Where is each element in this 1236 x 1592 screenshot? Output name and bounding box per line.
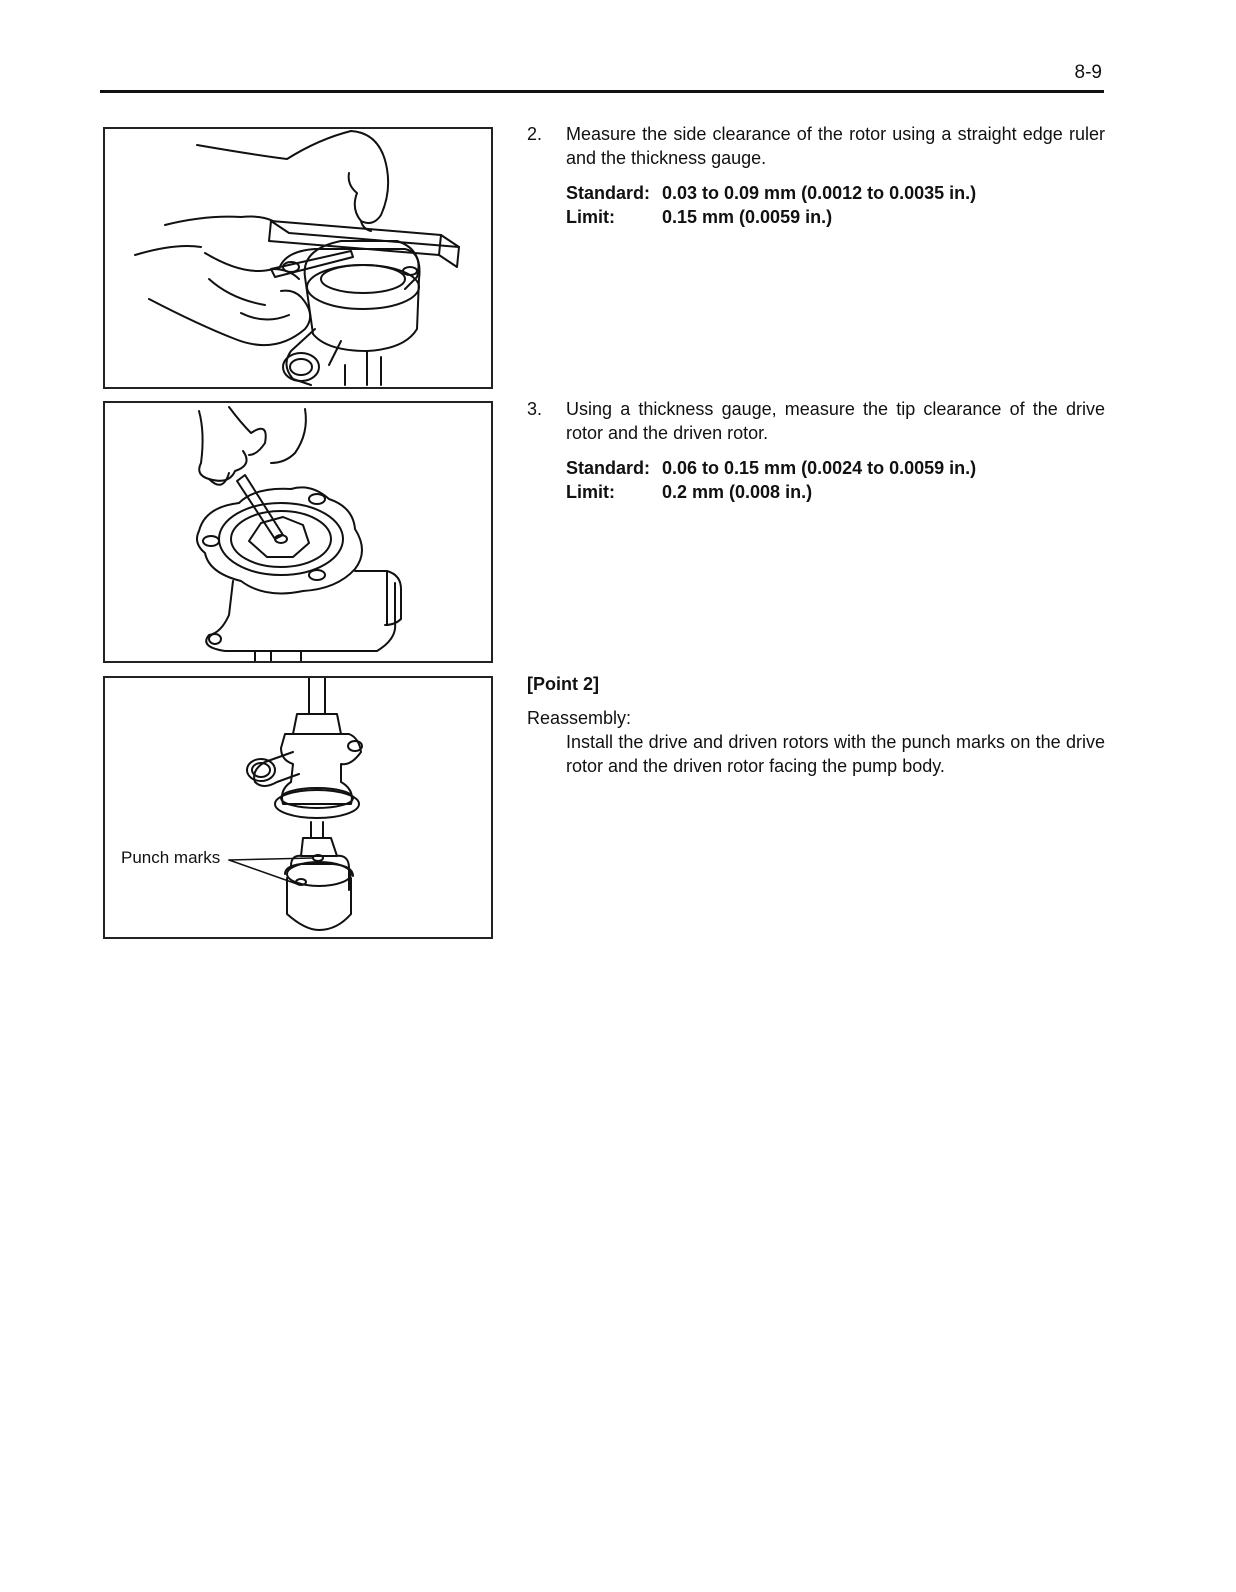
step-number: 3. bbox=[527, 399, 543, 419]
header-rule bbox=[100, 90, 1104, 93]
point-2-section bbox=[527, 672, 1105, 778]
standard-label: Standard: bbox=[566, 458, 651, 478]
limit-value: 0.2 mm (0.008 in.) bbox=[662, 482, 813, 502]
limit-row bbox=[566, 205, 1105, 229]
tip-clearance-illustration bbox=[105, 403, 491, 661]
step-2 bbox=[527, 122, 1105, 170]
step-3 bbox=[527, 397, 1105, 445]
side-clearance-illustration bbox=[105, 129, 491, 387]
step-text: Using a thickness gauge, measure the tip clearance of the drive rotor and the driven rotor. bbox=[566, 399, 1105, 443]
punch-marks-illustration bbox=[105, 678, 491, 937]
spec-block bbox=[566, 181, 1105, 229]
step-text: Measure the side clearance of the rotor using a straight edge ruler and the thickness gauge. bbox=[566, 124, 1105, 168]
limit-value: 0.15 mm (0.0059 in.) bbox=[662, 207, 833, 227]
figure-punch-marks bbox=[103, 676, 493, 939]
standard-value: 0.06 to 0.15 mm (0.0024 to 0.0059 in.) bbox=[662, 458, 977, 478]
figure-tip-clearance bbox=[103, 401, 493, 663]
limit-label: Limit: bbox=[566, 207, 615, 227]
reassembly-text: Install the drive and driven rotors with the punch marks on the drive rotor and the driven rotor facing the pump body. bbox=[566, 732, 1105, 776]
reassembly-label: Reassembly: bbox=[527, 708, 632, 728]
standard-label: Standard: bbox=[566, 183, 651, 203]
standard-row bbox=[566, 456, 1105, 480]
spec-block bbox=[566, 456, 1105, 504]
figure-side-clearance bbox=[103, 127, 493, 389]
standard-value: 0.03 to 0.09 mm (0.0012 to 0.0035 in.) bbox=[662, 183, 977, 203]
section-heading: [Point 2] bbox=[527, 674, 599, 694]
limit-row bbox=[566, 480, 1105, 504]
step-number: 2. bbox=[527, 124, 543, 144]
punch-marks-label: Punch marks bbox=[121, 848, 221, 867]
page-number: 8-9 bbox=[1074, 62, 1102, 83]
limit-label: Limit: bbox=[566, 482, 615, 502]
step-side-clearance bbox=[527, 122, 1105, 229]
step-tip-clearance bbox=[527, 397, 1105, 504]
standard-row bbox=[566, 181, 1105, 205]
